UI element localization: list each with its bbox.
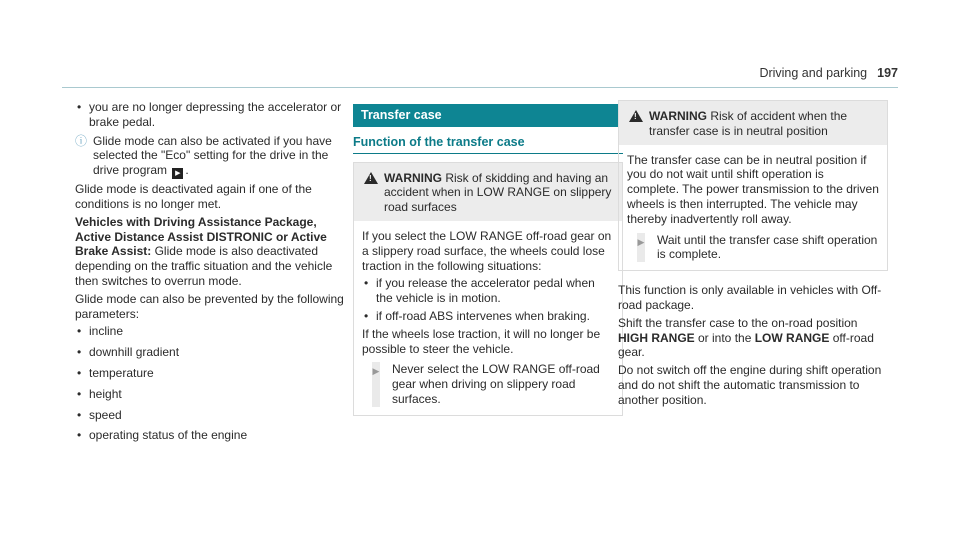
header-section-title: Driving and parking — [759, 66, 868, 80]
paragraph: If the wheels lose traction, it will no longer be possible to steer the vehicle. — [362, 326, 601, 356]
paragraph: If you select the LOW RANGE off-road gear on a slippery road surface, the wheels could lose traction in the following situations: — [362, 228, 612, 273]
subheading: Function of the transfer case — [353, 127, 623, 154]
paragraph: Do not switch off the engine during shift operation and do not shift the automatic transmission to another position. — [618, 363, 882, 407]
paragraph-text: off-road gear. — [618, 330, 874, 360]
list-item: • downhill gradient — [75, 345, 345, 360]
action-text: Wait until the transfer case shift operation is complete. — [657, 232, 878, 262]
page-header — [759, 66, 898, 81]
paragraph: Glide mode is deactivated again if one of the conditions is no longer met. — [75, 182, 312, 211]
list-item: • speed — [75, 408, 345, 423]
list-item: • operating status of the engine — [75, 428, 345, 443]
action-text: Never select the LOW RANGE off-road gear when driving on slippery road surfaces. — [392, 362, 600, 406]
paragraph — [618, 316, 888, 360]
note-text-end: . — [185, 163, 189, 178]
list-item: • you are no longer depressing the accelerator or brake pedal. — [75, 100, 345, 130]
section-title: Transfer case — [353, 104, 623, 127]
warning-header — [354, 163, 622, 221]
action-step — [362, 362, 614, 406]
arrow-right-icon: ▶ — [637, 236, 645, 247]
paragraph: This function is only available in vehicles with Off-road package. — [618, 283, 882, 312]
page-number: 197 — [877, 66, 898, 80]
column-1 — [75, 100, 345, 449]
warning-triangle-icon: ! — [629, 110, 643, 122]
warning-box — [353, 162, 623, 416]
bold-term: LOW RANGE — [754, 330, 830, 345]
info-icon: ⓘ — [75, 133, 88, 148]
paragraph — [75, 215, 345, 289]
bold-term: HIGH RANGE — [618, 330, 695, 345]
info-note — [75, 134, 345, 180]
arrow-right-icon: ▶ — [372, 366, 380, 377]
warning-header — [619, 101, 887, 145]
list-item: • if you release the accelerator pedal when the vehicle is in motion. — [362, 276, 614, 306]
list-item: • height — [75, 387, 345, 402]
paragraph-text: Glide mode is also deactivated depending on the traffic situation and the vehicle then switches to overrun mode. — [75, 244, 333, 288]
action-step — [627, 233, 879, 263]
paragraph: The transfer case can be in neutral position if you do not wait until shift operation is complete. The power transmission to the driven wheels is then interrupted. The vehicle may thereby inadvertently roll away. — [627, 152, 879, 226]
list-item: • incline — [75, 324, 345, 339]
warning-label: WARNING — [384, 170, 442, 185]
column-3 — [618, 100, 888, 411]
drive-program-key-icon: ▶ — [172, 168, 183, 179]
warning-body — [354, 221, 622, 415]
warning-triangle-icon: ! — [364, 172, 378, 184]
warning-title: Risk of skidding and having an accident when in LOW RANGE on slippery road surfaces — [384, 170, 612, 215]
paragraph: Glide mode can also be prevented by the following parameters: — [75, 291, 344, 321]
warning-label: WARNING — [649, 109, 707, 123]
column-2 — [353, 100, 623, 416]
paragraph-text: Shift the transfer case to the on-road position — [618, 315, 858, 330]
warning-box — [618, 100, 888, 271]
list-item: • temperature — [75, 366, 345, 381]
warning-body — [619, 145, 887, 271]
header-rule — [62, 87, 898, 88]
note-text: Glide mode can also be activated if you have selected the "Eco" setting for the drive in the drive program — [93, 133, 332, 178]
warning-title: Risk of accident when the transfer case is in neutral position — [649, 109, 848, 138]
list-item: • if off-road ABS intervenes when braking. — [362, 309, 614, 324]
paragraph-text: or into the — [694, 330, 755, 345]
bold-lead: Vehicles with Driving Assistance Package, Active Distance Assist DISTRONIC or Active Brake Assist: — [75, 214, 327, 259]
